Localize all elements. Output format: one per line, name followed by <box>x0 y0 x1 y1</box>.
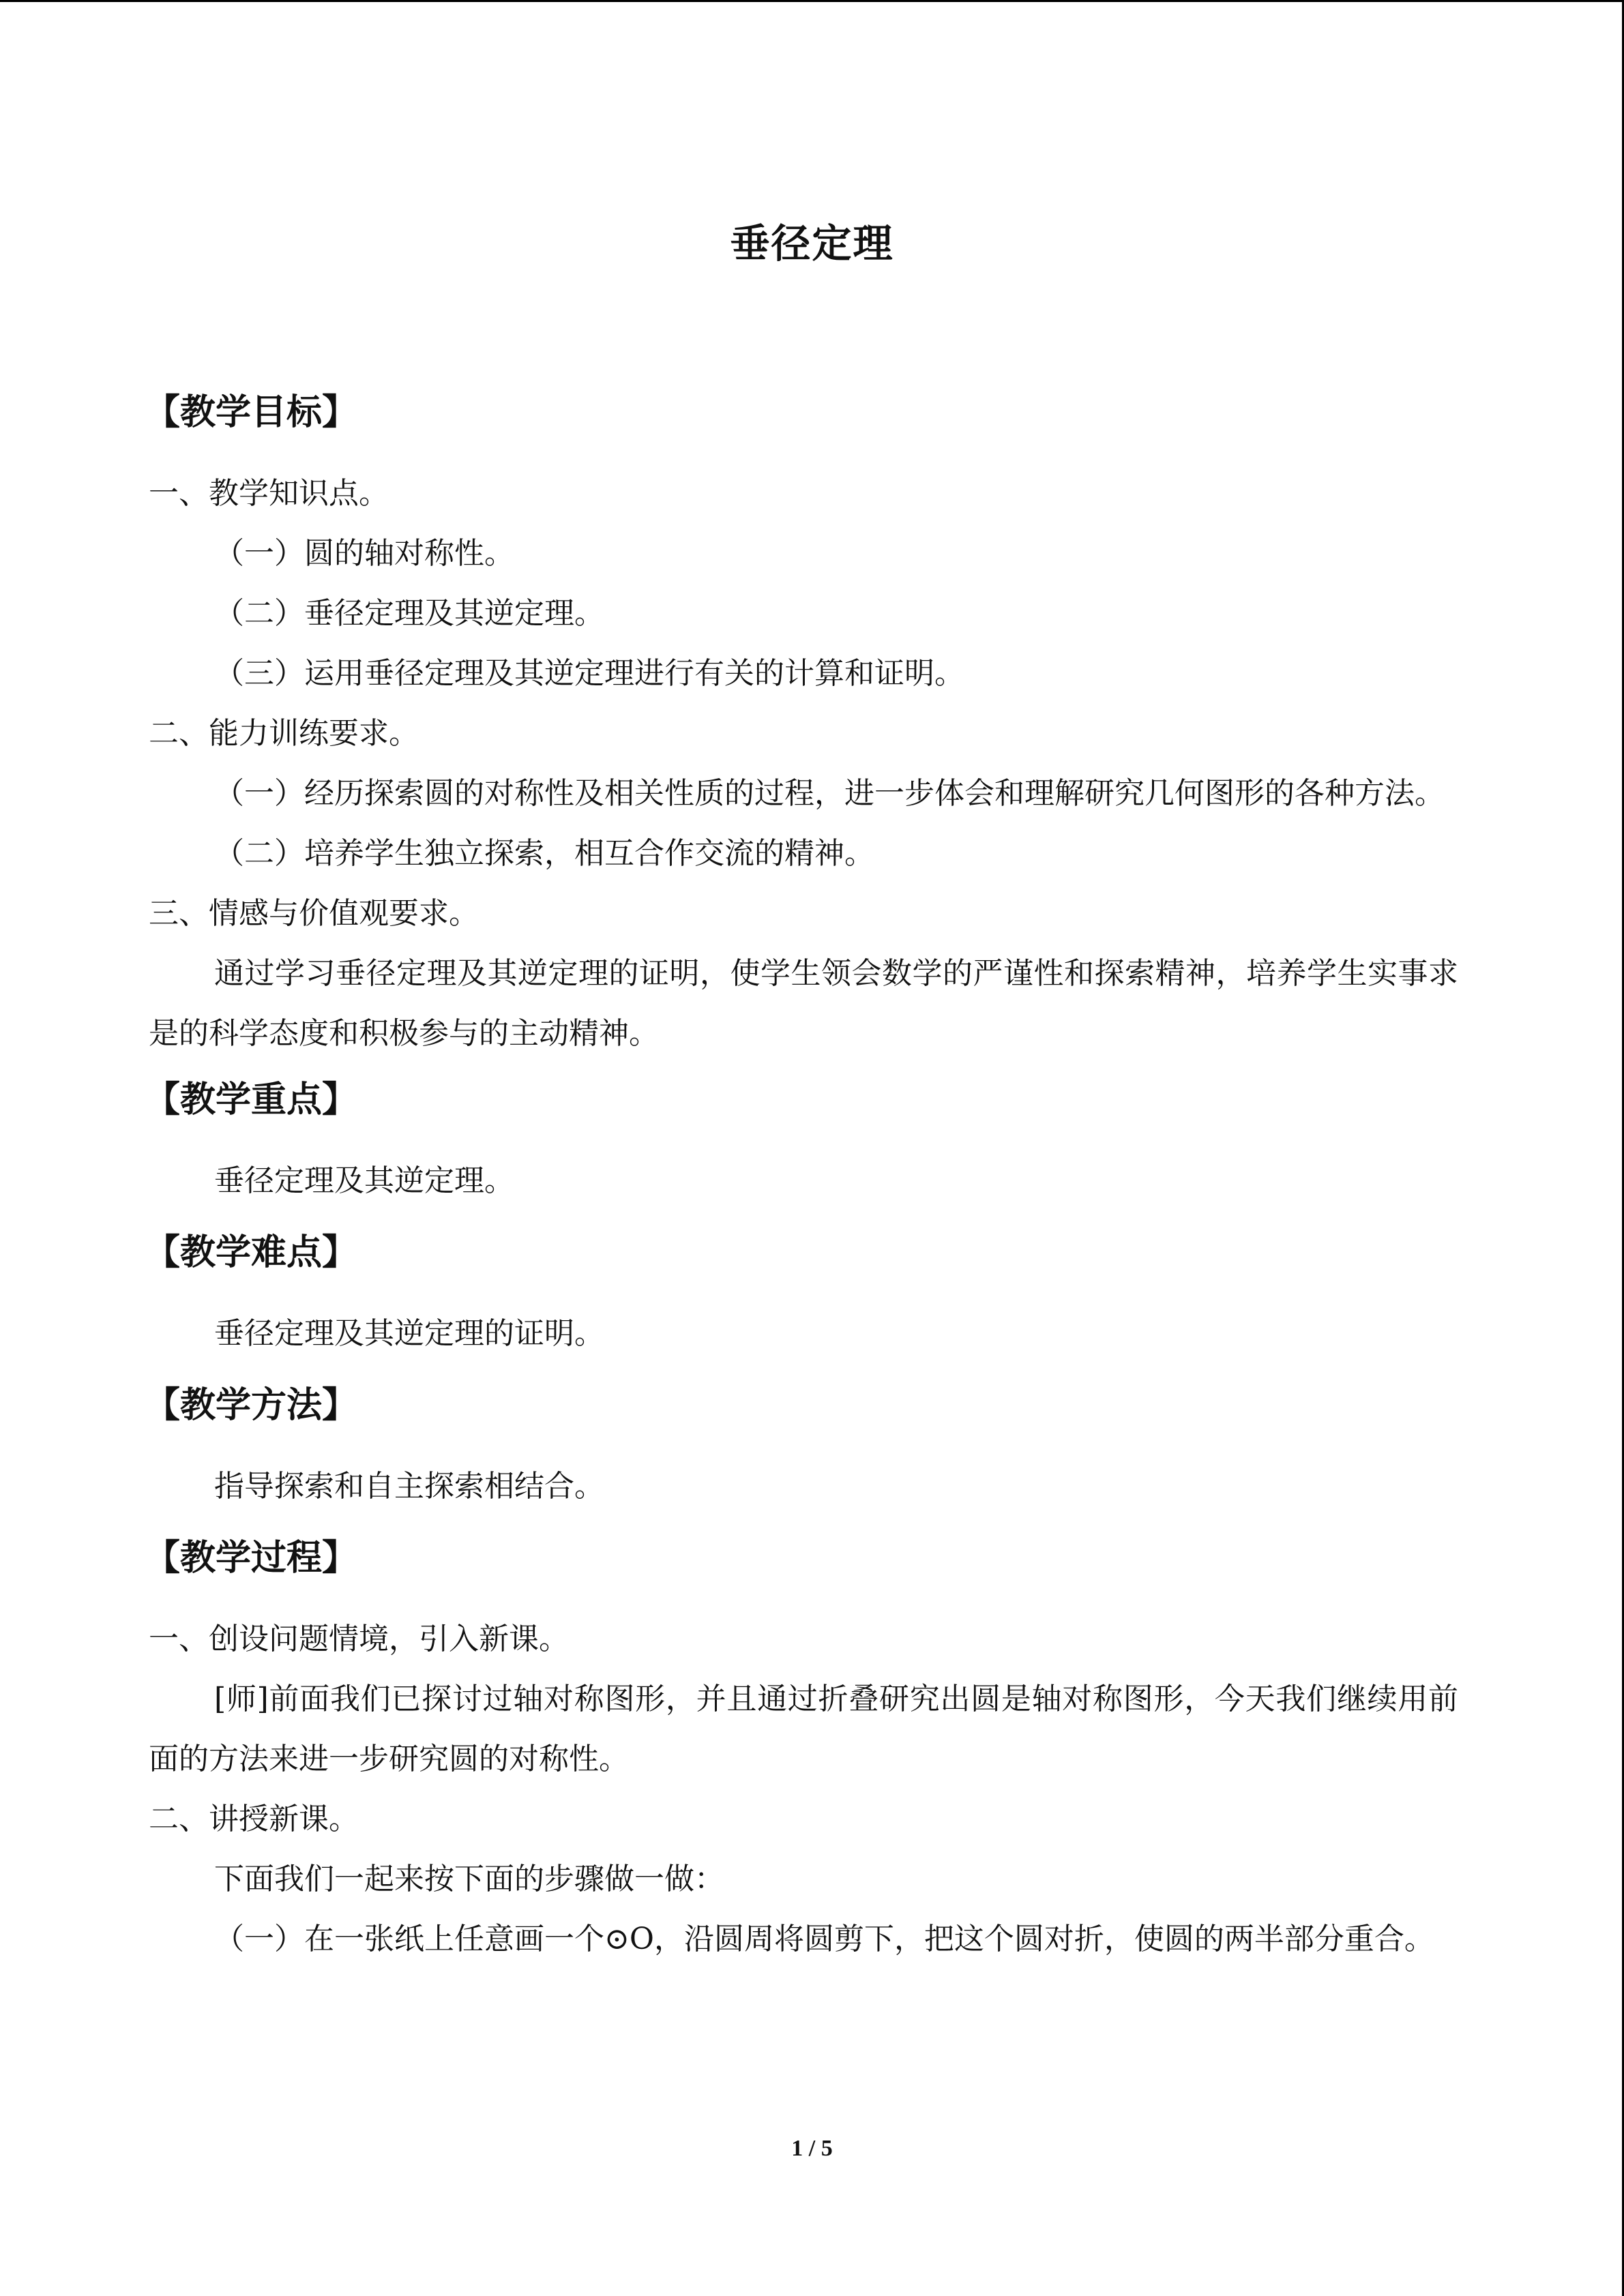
list-item: 二、讲授新课。 <box>149 1802 359 1836</box>
paragraph: 垂径定理及其逆定理。 <box>214 1163 514 1198</box>
paragraph: 下面我们一起来按下面的步骤做一做： <box>214 1862 724 1896</box>
list-item: 一、教学知识点。 <box>149 476 389 511</box>
list-item: （三）运用垂径定理及其逆定理进行有关的计算和证明。 <box>214 656 964 691</box>
section-heading-process: 【教学过程】 <box>145 1537 358 1579</box>
paragraph: [师]前面我们已探讨过轴对称图形，并且通过折叠研究出圆是轴对称图形，今天我们继续用前面的方法来进一步研究圆的对称性。 <box>149 1682 1458 1776</box>
list-item: 三、情感与价值观要求。 <box>149 896 479 931</box>
document-title: 垂径定理 <box>730 220 894 267</box>
list-item: （二）垂径定理及其逆定理。 <box>214 596 604 631</box>
paragraph: 垂径定理及其逆定理的证明。 <box>214 1316 604 1351</box>
section-heading-objectives: 【教学目标】 <box>145 391 358 433</box>
section-heading-difficulties: 【教学难点】 <box>145 1232 358 1273</box>
section-heading-methods: 【教学方法】 <box>145 1384 358 1426</box>
page-number: 1 / 5 <box>791 2136 833 2161</box>
section-heading-key-points: 【教学重点】 <box>145 1079 358 1120</box>
document-body <box>145 382 1458 1969</box>
paragraph: （一）在一张纸上任意画一个⊙O，沿圆周将圆剪下，把这个圆对折，使圆的两半部分重合。 <box>214 1922 1434 1956</box>
paragraph: （一）经历探索圆的对称性及相关性质的过程，进一步体会和理解研究几何图形的各种方法。 <box>214 776 1445 811</box>
list-item: （一）圆的轴对称性。 <box>214 536 514 571</box>
paragraph: 通过学习垂径定理及其逆定理的证明，使学生领会数学的严谨性和探索精神，培养学生实事求是的科学态度和积极参与的主动精神。 <box>149 956 1458 1051</box>
page-border-top <box>0 0 1624 2</box>
list-item: 一、创设问题情境，引入新课。 <box>149 1622 569 1656</box>
paragraph: 指导探索和自主探索相结合。 <box>214 1469 604 1504</box>
list-item: 二、能力训练要求。 <box>149 716 419 751</box>
list-item: （二）培养学生独立探索，相互合作交流的精神。 <box>214 836 874 871</box>
